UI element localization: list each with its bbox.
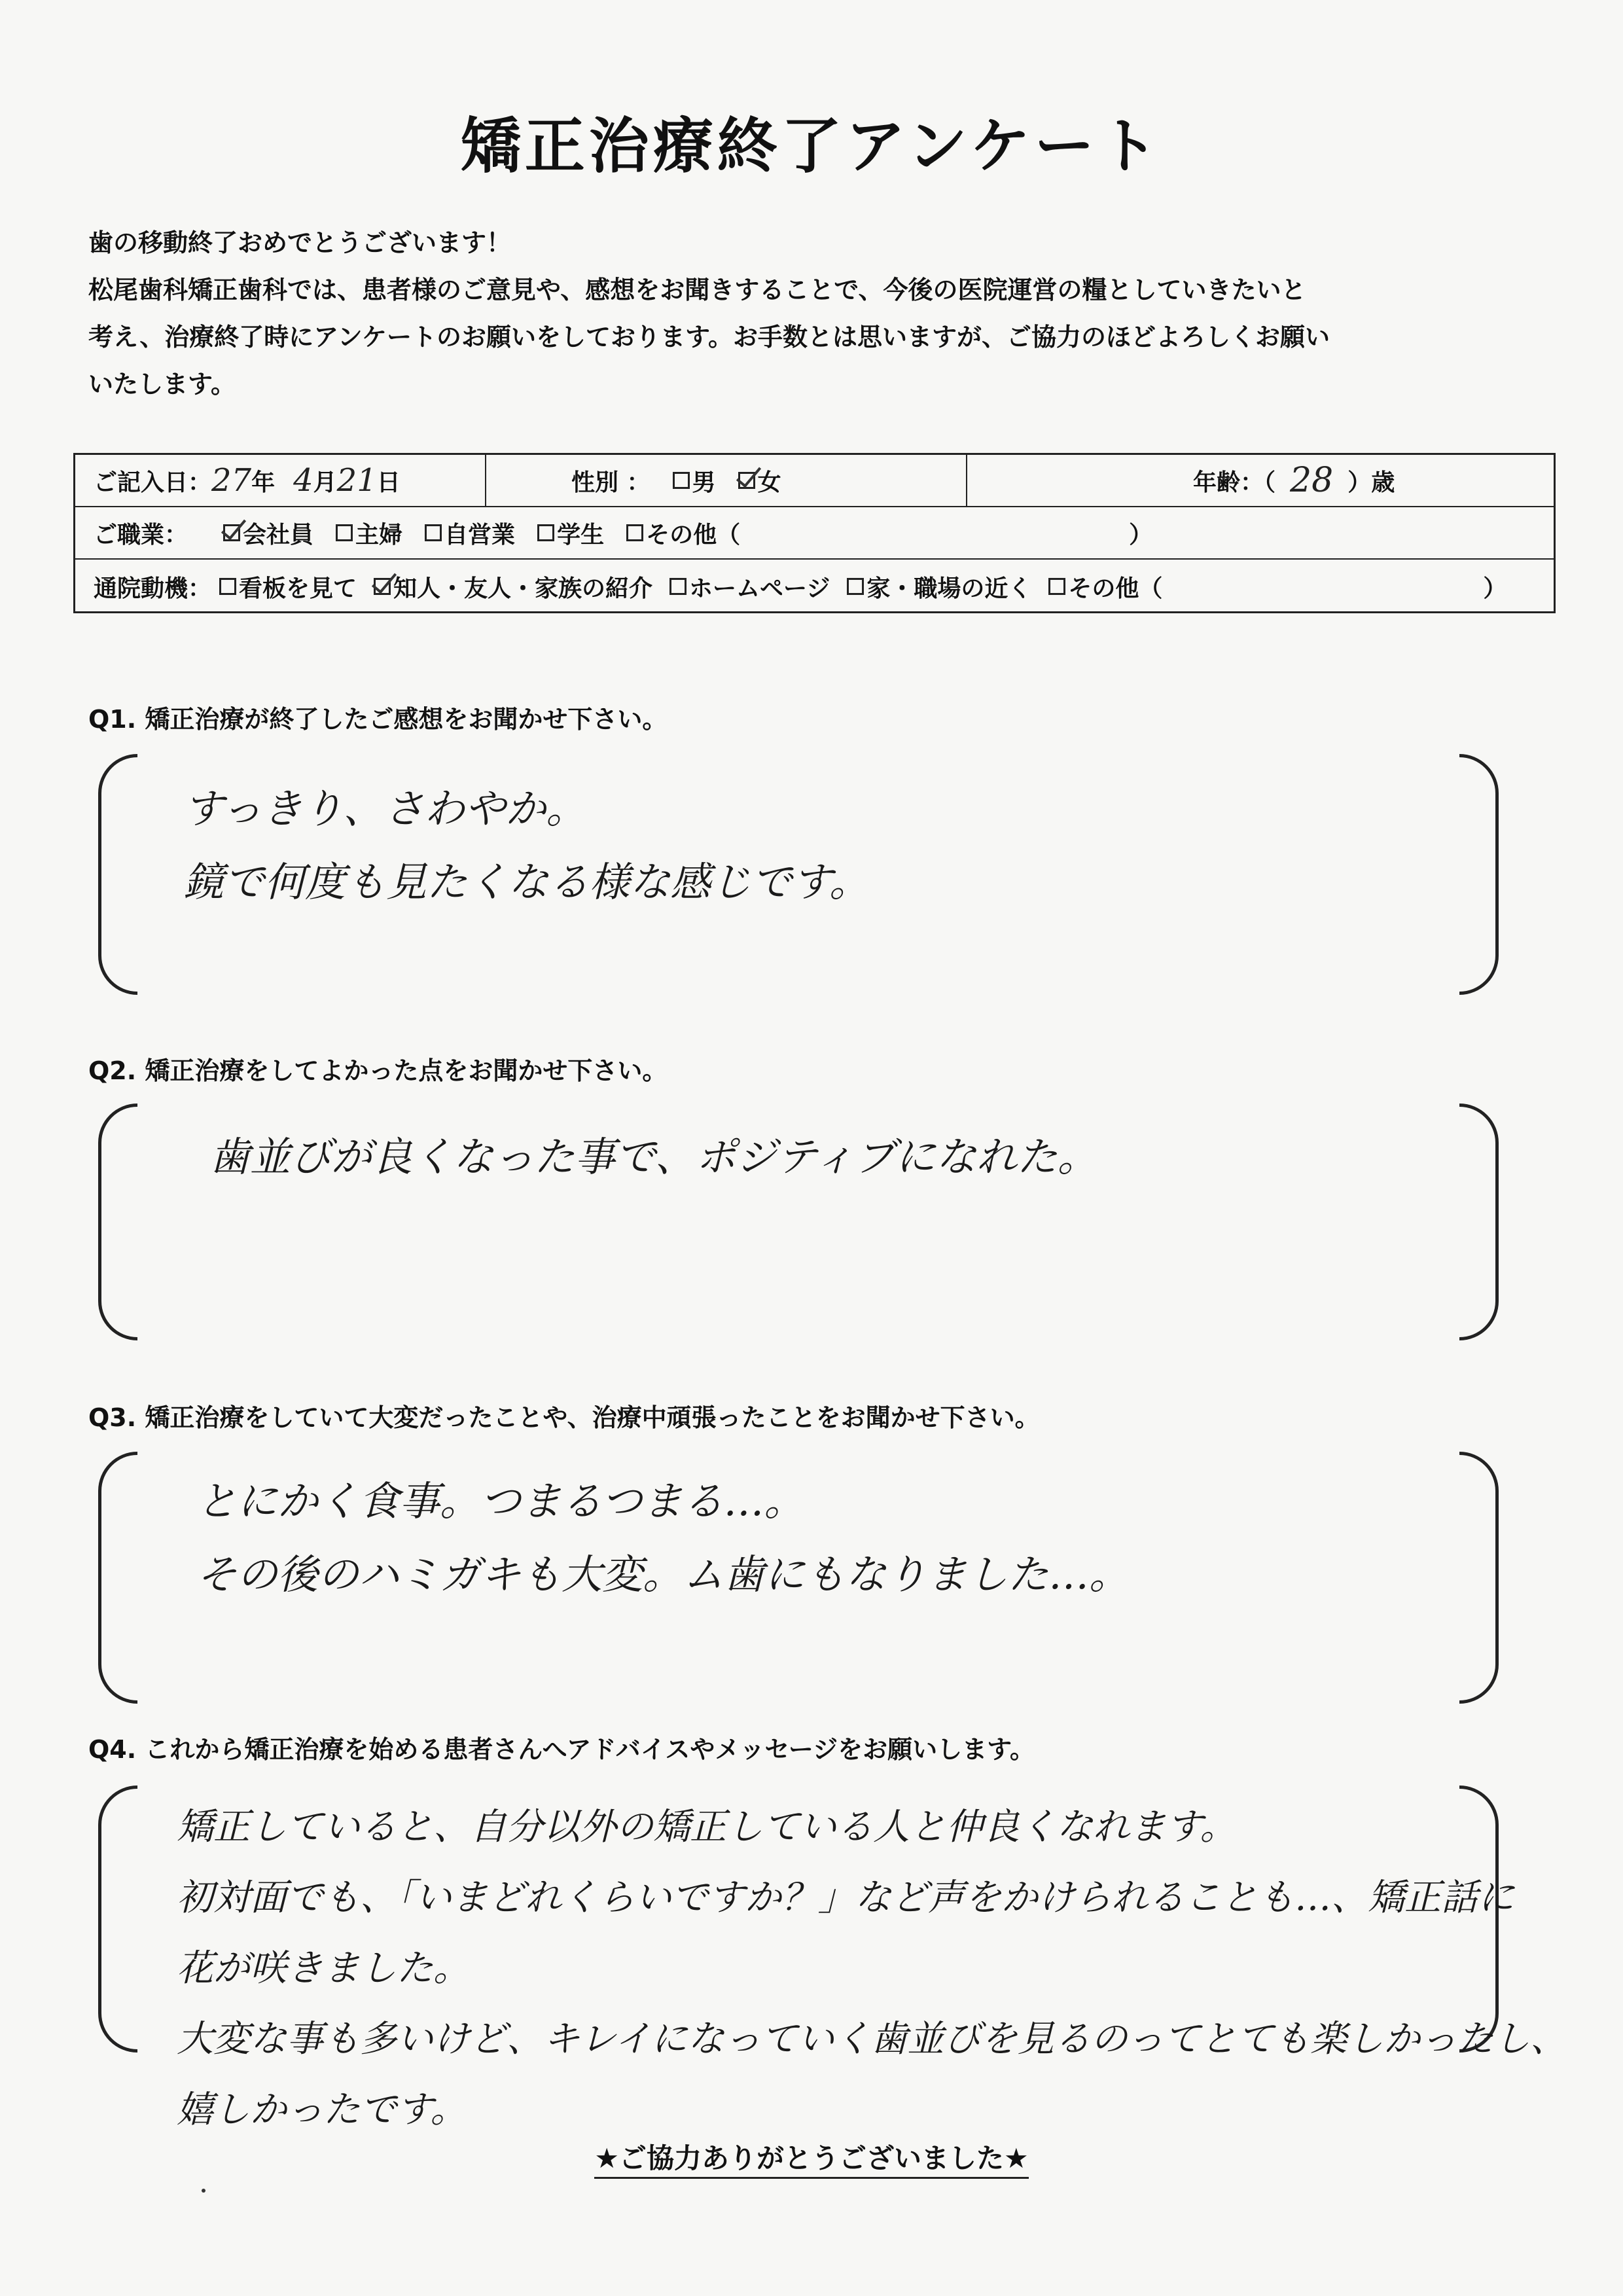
bracket-left [98,754,137,995]
job-option-other[interactable] [626,516,740,550]
gender-male-label: 男 [692,469,716,496]
gender-label: 性別 ： [571,469,651,496]
info-row-job [75,507,1554,560]
date-month-value: 4 [293,462,313,499]
bracket-left [98,1103,137,1340]
job-option[interactable] [425,516,515,550]
page-title: 矯正治療終了アンケート [460,111,1163,181]
intro-text [88,219,1548,408]
age-value: 28 [1290,461,1334,500]
checkbox-checked-icon[interactable] [374,578,391,595]
month-unit: 月 [313,469,337,496]
info-row-motive [75,560,1554,613]
motive-option-label: その他（ [1068,575,1163,602]
motive-option-label: ホームページ [689,575,830,602]
motive-option[interactable] [374,570,652,603]
checkbox-icon[interactable] [425,524,442,541]
job-option-label: 学生 [557,521,605,548]
answer-text-4 [177,1792,1567,2145]
year-unit: 年 [251,469,276,496]
age-suffix: ）歳 [1347,469,1395,496]
answer-line: すっきり、さわやか。 [183,785,587,833]
answer-line: とにかく食事。つまるつまる…。 [196,1477,805,1525]
age-label: 年齢：（ [1193,469,1276,496]
bracket-right [1459,1785,1499,2053]
bracket-right [1459,1452,1499,1704]
motive-option[interactable] [219,570,357,603]
answer-text-1 [183,772,1440,919]
info-table [73,453,1556,613]
bracket-right [1459,754,1499,995]
question-1: Q1. 矯正治療が終了したご感想をお聞かせ下さい。 [88,705,668,734]
date-year-value: 27 [211,462,252,499]
answer-line: 矯正していると、自分以外の矯正している人と仲良くなれます。 [177,1806,1237,1848]
answer-line: 花が咲きました。 [177,1947,470,1990]
answer-line: 初対面でも、「いまどれくらいですか？」など声をかけられることも…、矯正話に [177,1876,1514,1919]
date-field[interactable] [94,455,552,506]
answer-line: 歯並びが良くなった事で、ポジティブになれた。 [209,1133,1098,1181]
motive-label: 通院動機： [94,575,212,602]
job-other-close: ） [1129,521,1153,548]
answer-box-4[interactable] [98,1785,1567,2131]
answer-box-2[interactable] [98,1103,1499,1340]
date-label: ご記入日： [94,469,212,496]
checkbox-icon[interactable] [626,524,643,541]
motive-option-label: 看板を見て [239,575,357,602]
job-option[interactable] [223,516,313,550]
motive-option-other[interactable] [1048,570,1162,603]
job-option-label: 会社員 [243,521,314,548]
bracket-right [1459,1103,1499,1340]
day-unit: 日 [376,469,401,496]
answer-text-3 [196,1465,1440,1611]
checkbox-checked-icon[interactable] [738,472,755,489]
question-2: Q2. 矯正治療をしてよかった点をお聞かせ下さい。 [88,1056,668,1085]
motive-field [94,560,1546,613]
gender-option-female[interactable] [738,464,781,497]
intro-line: 松尾歯科矯正歯科では、患者様のご意見や、感想をお聞きすることで、今後の医院運営の糧としていきたいと [88,276,1306,304]
date-day-value: 21 [336,462,377,499]
answer-line: 大変な事も多いけど、キレイになっていく歯並びを見るのってとても楽しかったし、 [177,2018,1567,2060]
answer-box-1[interactable] [98,754,1499,995]
question-3: Q3. 矯正治療をしていて大変だったことや、治療中頑張ったことをお聞かせ下さい。 [88,1403,1040,1432]
ink-dot [202,2189,205,2193]
checkbox-checked-icon[interactable] [223,524,240,541]
thanks-text: ★ご協力ありがとうございました★ [594,2142,1028,2179]
gender-option-male[interactable] [673,464,716,497]
age-field[interactable] [966,455,1555,506]
job-option-label: 主婦 [355,521,403,548]
bracket-left [98,1785,137,2053]
checkbox-icon[interactable] [336,524,353,541]
thanks-message [0,2137,1623,2176]
motive-other-close: ） [1483,575,1507,602]
motive-option-label: 家・職場の近く [866,575,1032,602]
job-option-label: その他（ [646,521,741,548]
job-label: ご職業： [94,521,188,548]
gender-field [485,455,966,506]
bracket-left [98,1452,137,1704]
intro-line: 歯の移動終了おめでとうございます！ [88,228,512,257]
job-option[interactable] [537,516,604,550]
question-4: Q4. これから矯正治療を始める患者さんへアドバイスやメッセージをお願いします。 [88,1735,1035,1764]
job-option-label: 自営業 [444,521,516,548]
intro-line: いたします。 [88,370,236,399]
answer-line: その後のハミガキも大変。ム歯にもなりました…。 [196,1551,1130,1598]
checkbox-icon[interactable] [537,524,554,541]
answer-line: 嬉しかったです。 [177,2089,467,2131]
info-row-basic [75,455,1554,507]
checkbox-icon[interactable] [673,472,690,489]
checkbox-icon[interactable] [847,578,864,595]
motive-option-label: 知人・友人・家族の紹介 [393,575,653,602]
checkbox-icon[interactable] [219,578,236,595]
checkbox-icon[interactable] [1048,578,1065,595]
answer-box-3[interactable] [98,1452,1499,1704]
job-option[interactable] [336,516,402,550]
answer-line: 鏡で何度も見たくなる様な感じです。 [183,858,870,906]
gender-female-label: 女 [757,469,781,496]
answer-text-2 [209,1121,1440,1194]
checkbox-icon[interactable] [669,578,687,595]
intro-line: 考え、治療終了時にアンケートのお願いをしております。お手数とは思いますが、ご協力のほどよろしくお願い [88,323,1330,351]
motive-option[interactable] [847,570,1031,603]
motive-option[interactable] [669,570,830,603]
job-field [94,507,1533,558]
